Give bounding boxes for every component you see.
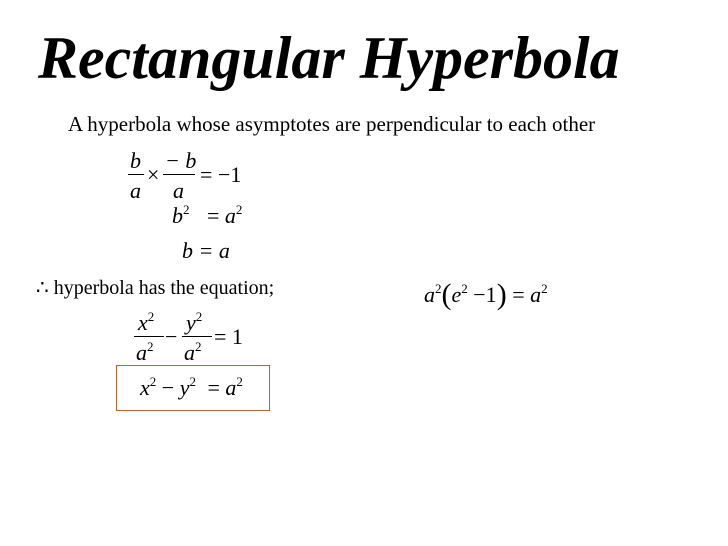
fraction-denominator <box>136 339 154 365</box>
therefore-statement <box>36 278 274 298</box>
open-paren: ( <box>441 278 452 311</box>
equals-sign: = <box>512 282 525 307</box>
exponent: 2 <box>147 309 155 324</box>
equation-b-squared <box>172 202 243 228</box>
fraction-bar <box>134 336 164 337</box>
exponent: 2 <box>149 374 157 389</box>
variable: a <box>225 375 237 400</box>
equation-rhs: = 1 <box>214 324 243 349</box>
exponent: 2 <box>195 339 202 354</box>
exponent: 2 <box>195 309 203 324</box>
minus-sign: − <box>161 375 175 400</box>
equation-boxed-result <box>140 374 243 400</box>
exponent: 2 <box>183 202 190 217</box>
fraction-numerator <box>186 309 203 335</box>
times-sign: × <box>147 162 160 187</box>
equals-sign: = <box>207 203 220 228</box>
variable: a <box>530 282 542 307</box>
exponent: 2 <box>541 281 548 296</box>
fraction-denominator: a <box>173 178 184 203</box>
variable: a <box>184 340 195 365</box>
variable: y <box>179 375 190 400</box>
equation-rhs: = −1 <box>200 162 242 187</box>
fraction-bar <box>128 174 144 175</box>
variable: x <box>140 375 150 400</box>
fraction-numerator <box>138 309 155 335</box>
variable: e <box>451 282 462 307</box>
exponent: 2 <box>189 374 196 389</box>
fraction-denominator <box>184 339 202 365</box>
fraction-numerator: b <box>130 148 141 173</box>
slide-subtitle: A hyperbola whose asymptotes are perpendicular to each other <box>68 112 596 136</box>
fraction-bar <box>182 336 212 337</box>
equals-sign: = <box>207 375 220 400</box>
close-paren: ) <box>496 278 507 311</box>
equation-b-equals-a: b = a <box>182 238 230 263</box>
fraction-denominator: a <box>130 178 141 203</box>
equation-eccentricity <box>424 280 548 310</box>
fraction-bar <box>163 174 195 175</box>
variable: a <box>424 282 435 307</box>
exponent: 2 <box>147 339 154 354</box>
variable: a <box>136 340 147 365</box>
variable: y <box>186 310 196 335</box>
exponent: 2 <box>435 281 442 296</box>
variable: a <box>224 203 236 228</box>
slide-title: Rectangular Hyperbola <box>38 25 620 91</box>
therefore-symbol: ∴ <box>36 277 49 299</box>
variable: b <box>172 203 183 228</box>
fraction-numerator: − b <box>165 148 197 173</box>
exponent: 2 <box>235 202 243 217</box>
variable: x <box>138 310 148 335</box>
minus-sign: − <box>165 324 178 349</box>
minus-one: −1 <box>473 282 497 307</box>
exponent: 2 <box>461 281 468 296</box>
therefore-text: hyperbola has the equation; <box>53 277 275 299</box>
exponent: 2 <box>236 374 243 389</box>
